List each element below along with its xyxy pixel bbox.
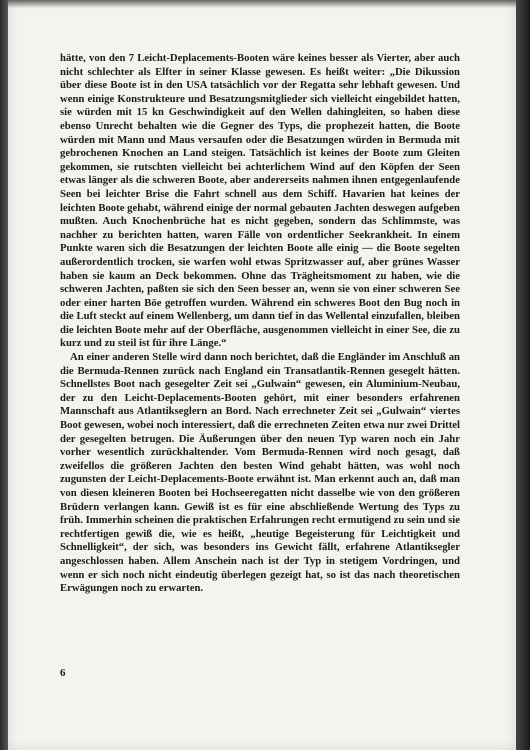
- body-text: [60, 52, 460, 596]
- page-top-shadow: [8, 0, 516, 8]
- page-number: 6: [60, 667, 66, 679]
- paragraph-2: An einer anderen Stelle wird dann noch berichtet, daß die Engländer im Anschluß an die Bermuda-Rennen zurück nach England ein Transatlantik-Rennen gesegelt hätten. Schnellstes Boot nach gesegelter Zeit sei „Gulwain“ gewesen, ein Aluminium-Neubau, der zu den Leicht-Deplacements-Booten gehört, mit einer besonders erfahrenen Mannschaft aus Atlantikseglern an Bord. Nach errechneter Zeit sei „Gulwain“ viertes Boot gewesen, wobei noch interessiert, daß die errechneten Zeiten etwa nur zwei Drittel der gesegelten betrugen. Die Äußerungen über den neuen Typ waren noch ein Jahr vorher wesentlich zurückhaltender. Vom Bermuda-Rennen wird noch gesagt, daß zweifellos die größeren Jachten den besten Wind gehabt hätten, was wohl noch zugunsten der Leicht-Deplacements-Boote erwähnt ist. Man erkennt auch an, daß man von diesen kleineren Booten bei Hochseeregatten nicht dasselbe wie von den größeren Brüdern verlangen kann. Gewiß ist es für eine abschließende Wertung des Typs zu früh. Immerhin scheinen die praktischen Erfahrungen recht ermutigend zu sein und sie rechtfertigen gewiß die, wie es heißt, „heutige Begeisterung für Leichtigkeit und Schnelligkeit“, der sich, was besonders ins Gewicht fällt, erfahrene Atlantiksegler angeschlossen haben. Allem Anschein nach ist der Typ in stetigem Vordringen, und wenn er sich noch nicht eindeutig überlegen gezeigt hat, so ist das nach theoretischen Erwägungen noch zu erwarten.: [60, 351, 460, 595]
- book-spine-shadow: [0, 0, 8, 750]
- book-edge-shadow: [516, 0, 530, 750]
- paragraph-1: hätte, von den 7 Leicht-Deplacements-Booten wäre keines besser als Vierter, aber auch nicht schlechter als Elfter in seiner Klasse gewesen. Es heißt weiter: „Die Dikussion über diese Boote ist in den USA tatsächlich vor der Regatta sehr lebhaft gewesen. Und wenn einige Konstrukteure und Besatzungsmitglieder sich vielleicht eingebildet hatten, sie würden mit 15 kn Geschwindigkeit auf den Wellen dahingleiten, so haben diese ebenso Unrecht behalten wie die Gegner des Typs, die prophezeit hatten, die Boote würden mit Mann und Maus versaufen oder die Besatzungen würden in Bermuda mit gebrochenen Knochen an Land steigen. Tatsächlich ist keines der Boote zum Gleiten gekommen, sie rutschten vielleicht bei achterlichem Wind auf den Köpfen der Seen etwas länger als die schweren Boote, aber andererseits nahmen ihnen entgegenlaufende Seen bei leichter Brise die Fahrt schnell aus dem Schiff. Havarien hat keines der leichten Boote gehabt, während einige der normal gebauten Jachten deswegen aufgeben mußten. Auch Knochenbrüche hat es nicht gegeben, sondern das Schlimmste, was nachher zu berichten hatten, waren Fälle von ordentlicher Seekrankheit. In einem Punkte waren sich die Besatzungen der leichten Boote alle einig — die Boote segelten außerordentlich trocken, sie warfen wohl etwas Spritzwasser auf, aber grünes Wasser haben sie kaum an Deck bekommen. Ohne das Trägheitsmoment zu haben, wie die schweren Jachten, paßten sie sich den Seen besser an, wenn sie von einer schweren See oder einer harten Böe getroffen wurden. Während ein schweres Boot den Bug noch in die Luft steckt auf einem Wellenberg, um dann tief in das Wellental einzufallen, bleiben die leichten Boote mehr auf der Oberfläche, ausgenommen vielleicht in einer See, die zu kurz und zu steil ist für ihre Länge.“: [60, 52, 460, 350]
